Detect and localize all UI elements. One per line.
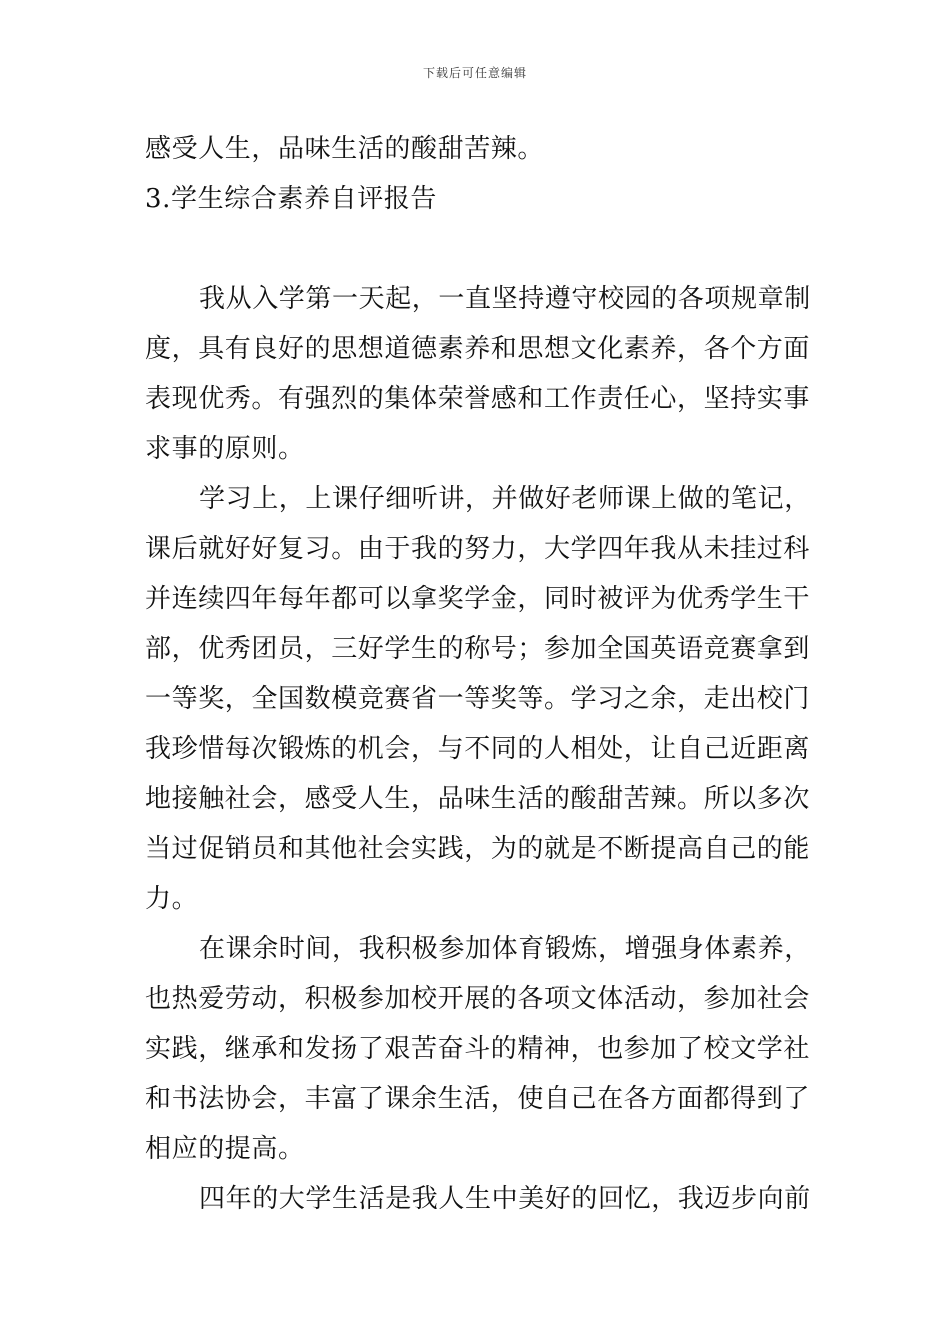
text-line: 表现优秀。有强烈的集体荣誉感和工作责任心，坚持实事: [145, 384, 811, 414]
paragraph-first-line: 我从入学第一天起，一直坚持遵守校园的各项规章制: [199, 284, 811, 314]
text-line: 我珍惜每次锻炼的机会，与不同的人相处，让自己近距离: [145, 734, 811, 764]
paragraph-first-line: 在课余时间，我积极参加体育锻炼，增强身体素养，: [199, 934, 811, 964]
blank-line: [145, 224, 810, 274]
text-line: 一等奖，全国数模竞赛省一等奖等。学习之余，走出校门: [145, 684, 811, 714]
text-line: 力。: [145, 884, 199, 914]
text-line: 相应的提高。: [145, 1134, 305, 1164]
page-header: 下载后可任意编辑: [422, 66, 527, 80]
text-line: 当过促销员和其他社会实践，为的就是不断提高自己的能: [145, 834, 811, 864]
text-line: 度，具有良好的思想道德素养和思想文化素养，各个方面: [145, 334, 811, 364]
text-line: 部，优秀团员，三好学生的称号；参加全国英语竞赛拿到: [145, 634, 811, 664]
text-line: 也热爱劳动，积极参加校开展的各项文体活动，参加社会: [145, 984, 811, 1014]
text-line: 感受人生，品味生活的酸甜苦辣。: [145, 134, 545, 164]
text-line: 课后就好好复习。由于我的努力，大学四年我从未挂过科: [145, 534, 811, 564]
text-line: 地接触社会，感受人生，品味生活的酸甜苦辣。所以多次: [145, 784, 811, 814]
section-heading: 3.学生综合素养自评报告: [145, 184, 438, 214]
text-line: 并连续四年每年都可以拿奖学金，同时被评为优秀学生干: [145, 584, 811, 614]
text-line: 求事的原则。: [145, 434, 305, 464]
document-body: [145, 124, 810, 1224]
text-line: 实践，继承和发扬了艰苦奋斗的精神，也参加了校文学社: [145, 1034, 811, 1064]
paragraph-first-line: 四年的大学生活是我人生中美好的回忆，我迈步向前: [199, 1184, 811, 1214]
paragraph-first-line: 学习上，上课仔细听讲，并做好老师课上做的笔记，: [199, 484, 811, 514]
text-line: 和书法协会，丰富了课余生活，使自己在各方面都得到了: [145, 1084, 811, 1114]
